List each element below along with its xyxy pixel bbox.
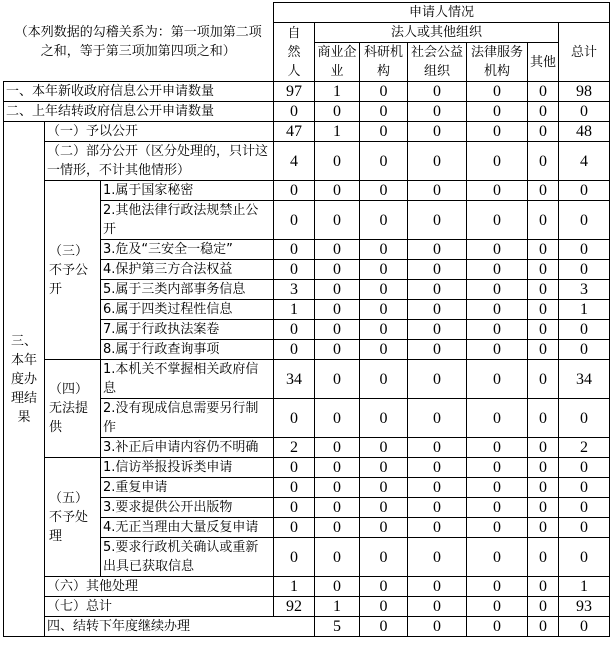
cell-natural-person: 47: [274, 122, 315, 142]
row-label: （一）予以公开: [45, 122, 274, 142]
row-label: 4.保护第三方合法权益: [101, 260, 274, 280]
header-research: 科研机构: [360, 43, 408, 82]
cell-total: 34: [559, 360, 610, 399]
cell-legal-service: 0: [467, 518, 528, 538]
cell-total: 0: [559, 201, 610, 240]
cell-research: 0: [360, 82, 408, 102]
cell-social-welfare: 0: [408, 518, 467, 538]
cell-total: 0: [559, 399, 610, 438]
cell-social-welfare: 0: [408, 597, 467, 617]
cell-research: 0: [360, 102, 408, 122]
group-label: （五）不予处理: [49, 490, 89, 544]
cell-total: 48: [559, 122, 610, 142]
header-applicant-situation: 申请人情况: [274, 3, 610, 23]
cell-other: 0: [528, 122, 559, 142]
cell-business: 0: [315, 320, 360, 340]
table-row: [4, 617, 610, 637]
row-label: 3.补正后申请内容仍不明确: [101, 438, 274, 458]
cell-legal-service: 0: [467, 340, 528, 360]
table-row: [4, 142, 610, 181]
cell-business: 0: [315, 577, 360, 597]
cell-research: 0: [360, 122, 408, 142]
cell-legal-service: 0: [467, 82, 528, 102]
cell-legal-service: 0: [467, 300, 528, 320]
cell-social-welfare: 0: [408, 181, 467, 201]
cell-total: 1: [559, 300, 610, 320]
cell-social-welfare: 0: [408, 240, 467, 260]
cell-business: 0: [315, 438, 360, 458]
cell-legal-service: 0: [467, 320, 528, 340]
cell-other: 0: [528, 280, 559, 300]
cell-total: 0: [559, 181, 610, 201]
cell-business: 0: [315, 181, 360, 201]
cell-business: 0: [315, 360, 360, 399]
cell-research: 0: [360, 399, 408, 438]
cell-total: 3: [559, 280, 610, 300]
cell-business: 0: [315, 518, 360, 538]
cell-other: 0: [528, 82, 559, 102]
cell-natural-person: 4: [274, 142, 315, 181]
cell-social-welfare: 0: [408, 320, 467, 340]
row-label: 3.要求提供公开出版物: [101, 498, 274, 518]
row-label: 6.属于四类过程性信息: [101, 300, 274, 320]
row-label: 一、本年新收政府信息公开申请数量: [4, 82, 274, 102]
cell-social-welfare: 0: [408, 498, 467, 518]
cell-research: 0: [360, 458, 408, 478]
row-label: 8.属于行政查询事项: [101, 340, 274, 360]
header-social-welfare: 社会公益组织: [408, 43, 467, 82]
row-label: 二、上年结转政府信息公开申请数量: [4, 102, 274, 122]
cell-business: 0: [315, 340, 360, 360]
cell-natural-person: 34: [274, 360, 315, 399]
table-row: [4, 122, 610, 142]
cell-legal-service: 0: [467, 498, 528, 518]
cell-total: 0: [559, 240, 610, 260]
cell-natural-person: 0: [274, 458, 315, 478]
cell-research: 0: [360, 538, 408, 577]
cell-other: 0: [528, 181, 559, 201]
cell-other: 0: [528, 360, 559, 399]
cell-natural-person: 0: [274, 399, 315, 438]
cell-total: 1: [559, 577, 610, 597]
group-not-processed: [45, 458, 101, 577]
row-label: （七）总计: [45, 597, 274, 617]
cell-other: 0: [528, 340, 559, 360]
cell-natural-person: 3: [274, 280, 315, 300]
cell-social-welfare: 0: [408, 82, 467, 102]
cell-other: 0: [528, 597, 559, 617]
cell-social-welfare: 0: [467, 617, 528, 637]
cell-other: 0: [528, 478, 559, 498]
cell-business: 0: [315, 142, 360, 181]
cell-other: 0: [528, 320, 559, 340]
row-label: （六）其他处理: [45, 577, 274, 597]
header-legal-or-other-orgs: 法人或其他组织: [315, 23, 559, 43]
row-label: 5.要求行政机关确认或重新出具已获取信息: [101, 538, 274, 577]
header-note: （本列数据的勾稽关系为：第一项加第二项之和，等于第三项加第四项之和）: [4, 3, 274, 82]
cell-research: 0: [360, 280, 408, 300]
cell-research: 0: [360, 260, 408, 280]
group-label: 三、本年度办理结果: [10, 333, 37, 425]
cell-total: 0: [559, 320, 610, 340]
cell-total: 0: [559, 458, 610, 478]
cell-other: 0: [528, 518, 559, 538]
header-legal-service: 法律服务机构: [467, 43, 528, 82]
cell-research: 0: [408, 617, 467, 637]
cell-social-welfare: 0: [408, 478, 467, 498]
cell-natural-person: 1: [274, 577, 315, 597]
cell-business: 0: [315, 538, 360, 577]
cell-other: 0: [528, 201, 559, 240]
natural-person-label: 自 然 人: [287, 25, 301, 79]
table-row: [4, 82, 610, 102]
cell-business: 1: [315, 122, 360, 142]
cell-business: 0: [360, 617, 408, 637]
cell-business: 0: [315, 458, 360, 478]
cell-research: 0: [360, 201, 408, 240]
row-label: 1.本机关不掌握相关政府信息: [101, 360, 274, 399]
cell-legal-service: 0: [467, 438, 528, 458]
cell-legal-service: 0: [467, 458, 528, 478]
cell-social-welfare: 0: [408, 142, 467, 181]
table-row: [4, 181, 610, 201]
table-row: [4, 458, 610, 478]
cell-other: 0: [528, 102, 559, 122]
cell-legal-service: 0: [467, 597, 528, 617]
cell-natural-person: 0: [274, 240, 315, 260]
cell-business: 0: [315, 478, 360, 498]
row-label: 1.属于国家秘密: [101, 181, 274, 201]
row-label: 4.无正当理由大量反复申请: [101, 518, 274, 538]
row-label: 2.其他法律行政法规禁止公开: [101, 201, 274, 240]
cell-total: 0: [559, 518, 610, 538]
cell-research: 0: [360, 142, 408, 181]
row-label: 1.信访举报投诉类申请: [101, 458, 274, 478]
cell-legal-service: 0: [467, 399, 528, 438]
cell-legal-service: 0: [467, 102, 528, 122]
cell-social-welfare: 0: [408, 280, 467, 300]
header-total: 总计: [559, 23, 610, 82]
cell-research: 0: [360, 498, 408, 518]
cell-research: 0: [360, 300, 408, 320]
table-row: [4, 360, 610, 399]
cell-legal-service: 0: [467, 260, 528, 280]
cell-legal-service: 0: [528, 617, 559, 637]
cell-natural-person: 97: [274, 82, 315, 102]
cell-legal-service: 0: [467, 538, 528, 577]
group-label: （三）不予公开: [49, 243, 89, 297]
cell-natural-person: 1: [274, 300, 315, 320]
header-business: 商业企业: [315, 43, 360, 82]
cell-business: 0: [315, 102, 360, 122]
row-label: 5.属于三类内部事务信息: [101, 280, 274, 300]
cell-natural-person: 0: [274, 201, 315, 240]
cell-total: 4: [559, 142, 610, 181]
cell-business: 0: [315, 201, 360, 240]
group-cannot-provide: [45, 360, 101, 458]
row-label: 2.没有现成信息需要另行制作: [101, 399, 274, 438]
cell-social-welfare: 0: [408, 438, 467, 458]
row-label: （二）部分公开（区分处理的，只计这一情形，不计其他情形）: [45, 142, 274, 181]
cell-natural-person: 0: [274, 102, 315, 122]
cell-natural-person: 0: [274, 181, 315, 201]
cell-social-welfare: 0: [408, 538, 467, 577]
cell-natural-person: 0: [274, 320, 315, 340]
cell-other: 0: [528, 240, 559, 260]
header-other: 其他: [528, 43, 559, 82]
cell-other: 0: [528, 577, 559, 597]
cell-business: 0: [315, 498, 360, 518]
cell-natural-person: 0: [274, 478, 315, 498]
cell-social-welfare: 0: [408, 577, 467, 597]
cell-legal-service: 0: [467, 240, 528, 260]
cell-research: 0: [360, 181, 408, 201]
cell-natural-person: 5: [315, 617, 360, 637]
cell-other: 0: [528, 399, 559, 438]
cell-business: 0: [315, 399, 360, 438]
cell-business: 1: [315, 82, 360, 102]
cell-social-welfare: 0: [408, 260, 467, 280]
cell-research: 0: [360, 478, 408, 498]
cell-research: 0: [360, 240, 408, 260]
cell-natural-person: 0: [274, 340, 315, 360]
cell-total: 0: [559, 340, 610, 360]
cell-legal-service: 0: [467, 122, 528, 142]
cell-total: 0: [559, 538, 610, 577]
cell-total: 0: [559, 478, 610, 498]
cell-research: 0: [360, 518, 408, 538]
cell-research: 0: [360, 340, 408, 360]
cell-legal-service: 0: [467, 280, 528, 300]
cell-social-welfare: 0: [408, 399, 467, 438]
table-row: [4, 597, 610, 617]
cell-legal-service: 0: [467, 181, 528, 201]
cell-other: 0: [559, 617, 610, 637]
cell-legal-service: 0: [467, 478, 528, 498]
row-label: 3.危及“三安全一稳定”: [101, 240, 274, 260]
cell-research: 0: [360, 597, 408, 617]
cell-total: 0: [559, 498, 610, 518]
cell-natural-person: 0: [274, 498, 315, 518]
cell-total: 0: [559, 260, 610, 280]
cell-social-welfare: 0: [408, 300, 467, 320]
cell-other: 0: [528, 300, 559, 320]
cell-social-welfare: 0: [408, 458, 467, 478]
header-natural-person: [274, 23, 315, 82]
cell-social-welfare: 0: [408, 340, 467, 360]
cell-research: 0: [360, 438, 408, 458]
cell-total: 93: [559, 597, 610, 617]
cell-business: 0: [315, 300, 360, 320]
cell-social-welfare: 0: [408, 102, 467, 122]
cell-social-welfare: 0: [408, 360, 467, 399]
cell-legal-service: 0: [467, 577, 528, 597]
cell-business: 1: [315, 597, 360, 617]
cell-social-welfare: 0: [408, 122, 467, 142]
cell-total: 2: [559, 438, 610, 458]
cell-legal-service: 0: [467, 201, 528, 240]
cell-business: 0: [315, 280, 360, 300]
cell-legal-service: 0: [467, 360, 528, 399]
cell-natural-person: 2: [274, 438, 315, 458]
row-label: 7.属于行政执法案卷: [101, 320, 274, 340]
cell-business: 0: [315, 240, 360, 260]
cell-other: 0: [528, 260, 559, 280]
cell-other: 0: [528, 498, 559, 518]
cell-other: 0: [528, 438, 559, 458]
row-label: 四、结转下年度继续办理: [45, 617, 315, 637]
cell-total: 98: [559, 82, 610, 102]
cell-natural-person: 92: [274, 597, 315, 617]
cell-business: 0: [315, 260, 360, 280]
table-row: [4, 102, 610, 122]
cell-total: 0: [559, 102, 610, 122]
gov-info-disclosure-table: [3, 2, 610, 637]
cell-natural-person: 0: [274, 260, 315, 280]
cell-research: 0: [360, 320, 408, 340]
cell-natural-person: 0: [274, 518, 315, 538]
cell-other: 0: [528, 142, 559, 181]
cell-other: 0: [528, 458, 559, 478]
table-row: [4, 577, 610, 597]
group-section3: [4, 122, 45, 637]
cell-other: 0: [528, 538, 559, 577]
row-label: 2.重复申请: [101, 478, 274, 498]
cell-natural-person: 0: [274, 538, 315, 577]
cell-research: 0: [360, 577, 408, 597]
cell-research: 0: [360, 360, 408, 399]
group-label: （四）无法提供: [49, 382, 89, 435]
cell-legal-service: 0: [467, 142, 528, 181]
group-not-disclosed: [45, 181, 101, 360]
cell-social-welfare: 0: [408, 201, 467, 240]
